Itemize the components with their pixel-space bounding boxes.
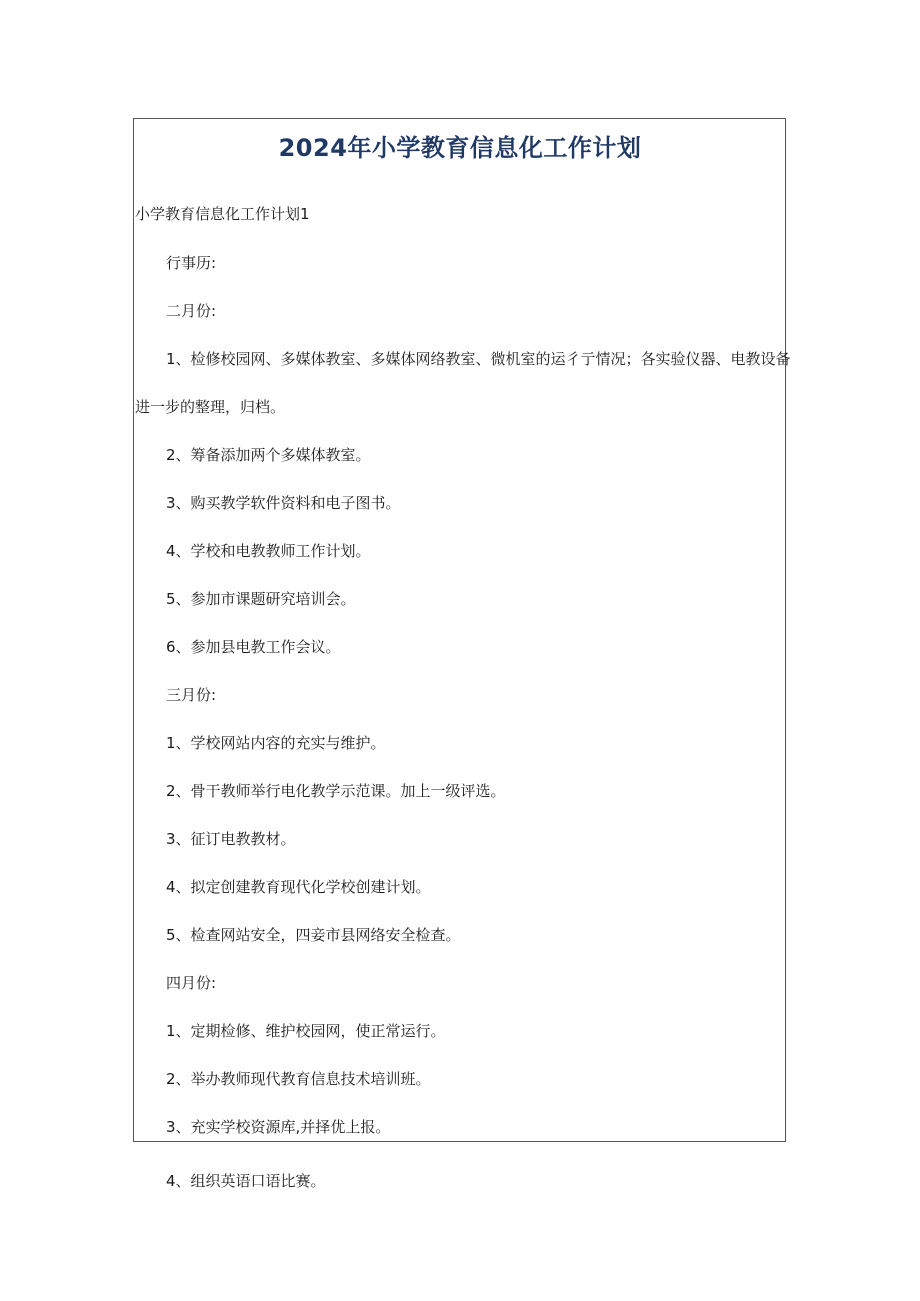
paragraph-line: 2、举办教师现代教育信息技术培训班。 xyxy=(166,1070,431,1088)
paragraph-line: 6、参加县电教工作会议。 xyxy=(166,638,341,656)
paragraph-line: 5、参加市课题研究培训会。 xyxy=(166,590,356,608)
paragraph-line: 行事历: xyxy=(166,254,217,272)
paragraph-line: 2、筹备添加两个多媒体教室。 xyxy=(166,446,371,464)
paragraph-line: 1、检修校园网、多媒体教室、多媒体网络教室、微机室的运彳亍情况；各实验仪器、电教设备 xyxy=(166,350,791,368)
paragraph-line: 4、拟定创建教育现代化学校创建计划。 xyxy=(166,878,431,896)
paragraph-line: 1、定期检修、维护校园网，使正常运行。 xyxy=(166,1022,446,1040)
paragraph-line: 3、充实学校资源库,并择优上报。 xyxy=(166,1118,391,1136)
paragraph-line: 2、骨干教师举行电化教学示范课。加上一级评选。 xyxy=(166,782,506,800)
paragraph-line: 三月份: xyxy=(166,686,217,704)
paragraph-line: 四月份: xyxy=(166,974,217,992)
document-frame xyxy=(133,118,786,1142)
paragraph-line: 二月份: xyxy=(166,302,217,320)
document-title: 2024年小学教育信息化工作计划 xyxy=(278,134,642,162)
paragraph-line: 3、征订电教教材。 xyxy=(166,830,296,848)
paragraph-line: 4、组织英语口语比赛。 xyxy=(166,1172,326,1190)
section-heading: 小学教育信息化工作计划1 xyxy=(135,205,310,223)
paragraph-line: 4、学校和电教教师工作计划。 xyxy=(166,542,371,560)
paragraph-line: 3、购买教学软件资料和电子图书。 xyxy=(166,494,401,512)
paragraph-line: 进一步的整理，归档。 xyxy=(135,398,286,416)
paragraph-line: 5、检查网站安全，四妾市县网络安全检查。 xyxy=(166,926,461,944)
paragraph-line: 1、学校网站内容的充实与维护。 xyxy=(166,734,386,752)
